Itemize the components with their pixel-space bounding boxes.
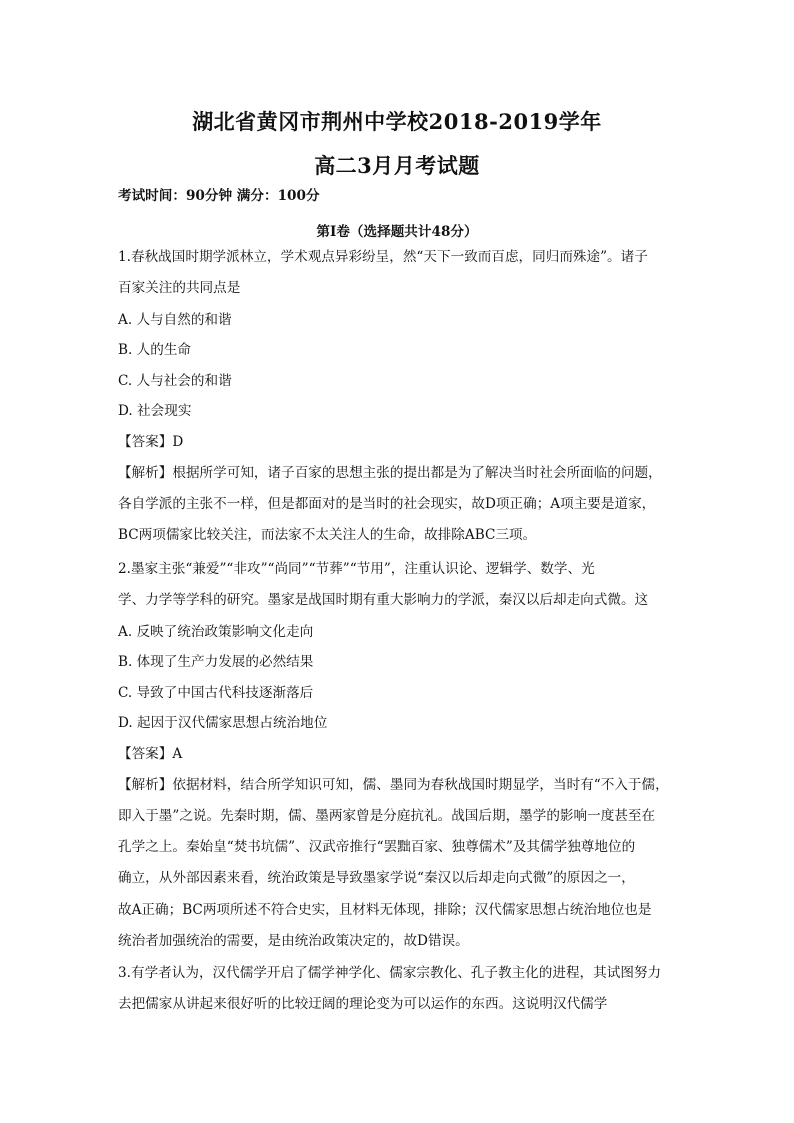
question-2-answer: 【答案】A [118,746,183,762]
question-2-analysis-line-5: 故A正确；BC两项所述不符合史实，且材料无体现，排除；汉代儒家思想占统治地位也是 [118,902,652,918]
question-2-analysis-line-6: 统治者加强统治的需要，是由统治政策决定的，故D错误。 [118,933,469,949]
question-3-stem-line-2: 去把儒家从讲起来很好听的比较迂阔的理论变为可以运作的东西。这说明汉代儒学 [118,996,608,1012]
question-2-option-c: C. 导致了中国古代科技逐渐落后 [118,685,314,701]
question-2-option-b: B. 体现了生产力发展的必然结果 [118,654,314,670]
question-3-stem-line-1: 3.有学者认为，汉代儒学开启了儒学神学化、儒家宗教化、孔子教主化的进程，其试图努力 [118,965,662,981]
question-2-analysis-line-3: 孔学之上。秦始皇“焚书坑儒”、汉武帝推行“罢黜百家、独尊儒术”及其儒学独尊地位的 [118,839,636,855]
question-1-option-c: C. 人与社会的和谐 [118,373,232,389]
document-title: 湖北省黄冈市荆州中学校2018-2019学年 [192,109,602,134]
question-1-answer: 【答案】D [118,434,184,450]
question-1-analysis-line-3: BC两项儒家比较关注，而法家不太关注人的生命，故排除ABC三项。 [118,527,537,543]
question-1-option-b: B. 人的生命 [118,342,192,358]
question-2-option-a: A. 反映了统治政策影响文化走向 [118,624,314,640]
question-1-analysis-line-1: 【解析】根据所学可知，诸子百家的思想主张的提出都是为了解决当时社会所面临的问题， [118,465,662,481]
question-1-option-d: D. 社会现实 [118,403,192,419]
question-1-stem-line-1: 1.春秋战国时期学派林立，学术观点异彩纷呈，然“天下一致而百虑，同归而殊途”。诸子 [118,249,648,265]
question-1-analysis-line-2: 各自学派的主张不一样，但是都面对的是当时的社会现实，故D项正确；A项主要是道家， [118,496,656,512]
section-heading: 第Ⅰ卷（选择题共计48分） [316,224,478,240]
question-2-stem-line-1: 2.墨家主张“兼爱”“非攻”“尚同”“节葬”“节用”，注重认识论、逻辑学、数学、光 [118,561,595,577]
question-2-option-d: D. 起因于汉代儒家思想占统治地位 [118,715,328,731]
question-2-analysis-line-4: 确立，从外部因素来看，统治政策是导致墨家学说“秦汉以后却走向式微”的原因之一， [118,870,635,886]
question-1-stem-line-2: 百家关注的共同点是 [118,280,241,296]
question-2-analysis-line-1: 【解析】依据材料，结合所学知识可知，儒、墨同为春秋战国时期显学，当时有“不入于儒， [118,777,669,793]
document-subtitle: 高二3月月考试题 [314,153,480,178]
exam-info: 考试时间：90分钟 满分：100分 [118,188,320,204]
question-2-stem-line-2: 学、力学等学科的研究。墨家是战国时期有重大影响力的学派，秦汉以后却走向式微。这 [118,592,649,608]
question-2-analysis-line-2: 即入于墨”之说。先秦时期，儒、墨两家曾是分庭抗礼。战国后期，墨学的影响一度甚至在 [118,808,656,824]
question-1-option-a: A. 人与自然的和谐 [118,312,232,328]
